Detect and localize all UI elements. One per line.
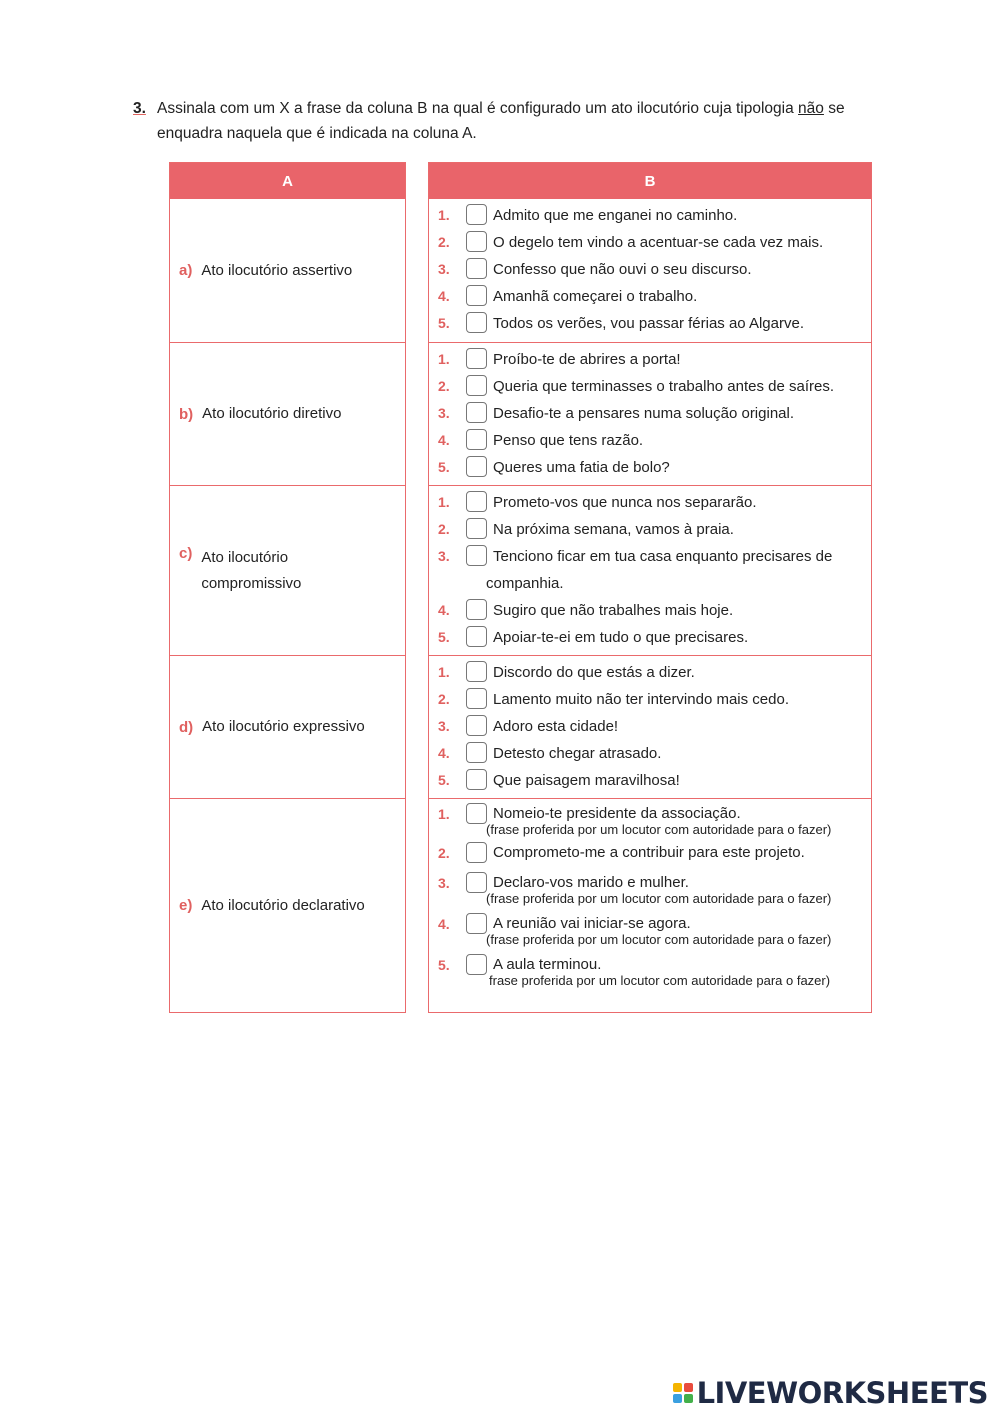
option-number: 1.	[438, 806, 450, 822]
option-text: Desafio-te a pensares numa solução original.	[493, 405, 795, 422]
options-group-d	[429, 655, 871, 798]
option-number: 5.	[438, 772, 450, 788]
option-text: Nomeio-te presidente da associação.	[493, 805, 741, 822]
option-text: Na próxima semana, vamos à praia.	[493, 521, 734, 538]
option-text: Sugiro que não trabalhes mais hoje.	[493, 602, 734, 619]
row-d-label	[170, 655, 405, 798]
option-number: 2.	[438, 691, 450, 707]
option-row	[429, 740, 871, 767]
option-text: Tenciono ficar em tua casa enquanto precisares de	[493, 548, 833, 565]
column-a-header: A	[170, 163, 405, 199]
question-number: 3.	[133, 100, 146, 117]
row-label: Ato ilocutório assertivo	[201, 261, 353, 279]
question	[133, 96, 878, 146]
option-number: 4.	[438, 288, 450, 304]
option-text: Queres uma fatia de bolo?	[493, 459, 670, 476]
row-letter: c)	[179, 544, 193, 562]
options-group-b	[429, 342, 871, 485]
row-e-label	[170, 798, 405, 1012]
answer-checkbox[interactable]	[466, 518, 487, 539]
answer-checkbox[interactable]	[466, 231, 487, 252]
option-text: Confesso que não ouvi o seu discurso.	[493, 261, 752, 278]
row-label: Ato ilocutório declarativo	[201, 896, 365, 914]
option-number: 3.	[438, 548, 450, 564]
answer-checkbox[interactable]	[466, 429, 487, 450]
row-c-label	[170, 485, 405, 655]
answer-checkbox[interactable]	[466, 375, 487, 396]
answer-checkbox[interactable]	[466, 769, 487, 790]
answer-checkbox[interactable]	[466, 402, 487, 423]
option-text: Admito que me enganei no caminho.	[493, 207, 738, 224]
option-number: 3.	[438, 261, 450, 277]
option-text: A reunião vai iniciar-se agora.	[493, 915, 691, 932]
answer-checkbox[interactable]	[466, 842, 487, 863]
answer-checkbox[interactable]	[466, 491, 487, 512]
option-text: Detesto chegar atrasado.	[493, 745, 662, 762]
option-row	[429, 373, 871, 400]
option-number: 5.	[438, 629, 450, 645]
option-row	[429, 256, 871, 283]
row-label	[201, 545, 351, 597]
row-letter: b)	[179, 405, 194, 423]
answer-checkbox[interactable]	[466, 954, 487, 975]
option-row	[429, 516, 871, 543]
option-text: Que paisagem maravilhosa!	[493, 772, 680, 789]
row-letter: d)	[179, 718, 194, 736]
question-text-underlined: não	[798, 100, 824, 117]
option-text: Discordo do que estás a dizer.	[493, 664, 695, 681]
option-text: Adoro esta cidade!	[493, 718, 619, 735]
option-number: 1.	[438, 494, 450, 510]
option-row	[429, 229, 871, 256]
answer-checkbox[interactable]	[466, 599, 487, 620]
question-text-after: se enquadra naquela que é indicada na coluna A.	[157, 100, 845, 142]
option-number: 2.	[438, 521, 450, 537]
option-row	[429, 427, 871, 454]
option-number: 1.	[438, 664, 450, 680]
answer-checkbox[interactable]	[466, 803, 487, 824]
option-note: frase proferida por um locutor com autoridade para o fazer)	[489, 973, 831, 988]
option-text: Comprometo-me a contribuir para este projeto.	[493, 844, 805, 861]
option-number: 4.	[438, 432, 450, 448]
option-number: 4.	[438, 602, 450, 618]
option-number: 5.	[438, 957, 450, 973]
option-number: 3.	[438, 718, 450, 734]
option-row	[429, 686, 871, 713]
answer-checkbox[interactable]	[466, 456, 487, 477]
row-label: Ato ilocutório diretivo	[202, 405, 342, 422]
logo-grid-icon	[673, 1383, 693, 1403]
option-row	[429, 767, 871, 794]
answer-checkbox[interactable]	[466, 204, 487, 225]
option-row	[429, 624, 871, 651]
option-text: Todos os verões, vou passar férias ao Algarve.	[493, 315, 805, 332]
answer-checkbox[interactable]	[466, 742, 487, 763]
option-number: 2.	[438, 378, 450, 394]
option-number: 2.	[438, 234, 450, 250]
option-row	[429, 346, 871, 373]
option-number: 4.	[438, 916, 450, 932]
option-note: (frase proferida por um locutor com autoridade para o fazer)	[486, 822, 832, 837]
option-number: 5.	[438, 459, 450, 475]
option-row	[429, 283, 871, 310]
option-text: Amanhã começarei o trabalho.	[493, 288, 698, 305]
option-number: 5.	[438, 315, 450, 331]
option-text: Apoiar-te-ei em tudo o que precisares.	[493, 629, 749, 646]
option-row	[429, 400, 871, 427]
option-text: A aula terminou.	[493, 956, 602, 973]
options-group-e	[429, 798, 871, 1012]
row-letter: e)	[179, 897, 193, 914]
option-number: 4.	[438, 745, 450, 761]
answer-checkbox[interactable]	[466, 258, 487, 279]
answer-checkbox[interactable]	[466, 688, 487, 709]
row-label: Ato ilocutório expressivo	[202, 718, 365, 735]
option-text: O degelo tem vindo a acentuar-se cada vez mais.	[493, 234, 824, 251]
answer-checkbox[interactable]	[466, 312, 487, 333]
answer-checkbox[interactable]	[466, 661, 487, 682]
option-note: (frase proferida por um locutor com autoridade para o fazer)	[486, 891, 832, 906]
option-row	[429, 543, 871, 570]
option-row	[429, 597, 871, 624]
option-text: Queria que terminasses o trabalho antes de saíres.	[493, 378, 835, 395]
option-text: Lamento muito não ter intervindo mais cedo.	[493, 691, 789, 708]
option-number: 2.	[438, 845, 450, 861]
answer-checkbox[interactable]	[466, 715, 487, 736]
option-row	[429, 489, 871, 516]
row-letter: a)	[179, 262, 193, 279]
options-group-c	[429, 485, 871, 655]
option-number: 3.	[438, 875, 450, 891]
logo-text: LIVEWORKSHEETS	[696, 1376, 988, 1410]
row-label-line2: compromissivo	[201, 574, 302, 592]
option-note: (frase proferida por um locutor com autoridade para o fazer)	[486, 932, 832, 947]
liveworksheets-logo	[673, 1376, 988, 1410]
option-row	[429, 202, 871, 229]
question-text	[157, 96, 878, 146]
row-b-label	[170, 342, 405, 485]
row-label-line1: Ato ilocutório	[201, 548, 289, 566]
column-b-header: B	[429, 163, 871, 199]
option-number: 1.	[438, 207, 450, 223]
option-row	[429, 713, 871, 740]
option-text: Penso que tens razão.	[493, 432, 644, 449]
row-a-label	[170, 199, 405, 342]
answer-checkbox[interactable]	[466, 626, 487, 647]
option-row	[429, 841, 871, 865]
answer-checkbox[interactable]	[466, 285, 487, 306]
answer-checkbox[interactable]	[466, 872, 487, 893]
option-row	[429, 659, 871, 686]
question-text-before: Assinala com um X a frase da coluna B na qual é configurado um ato ilocutório cuja tipologia	[157, 100, 799, 117]
option-text-continuation: companhia.	[486, 575, 564, 592]
option-text: Declaro-vos marido e mulher.	[493, 874, 689, 891]
answer-checkbox[interactable]	[466, 545, 487, 566]
option-row	[429, 454, 871, 481]
answer-checkbox[interactable]	[466, 348, 487, 369]
option-number: 1.	[438, 351, 450, 367]
option-text: Prometo-vos que nunca nos separarão.	[493, 494, 757, 511]
options-group-a	[429, 199, 871, 342]
option-number: 3.	[438, 405, 450, 421]
column-b	[428, 162, 872, 1013]
option-row	[429, 310, 871, 337]
option-text: Proíbo-te de abrires a porta!	[493, 351, 681, 368]
column-a	[169, 162, 406, 1013]
answer-checkbox[interactable]	[466, 913, 487, 934]
